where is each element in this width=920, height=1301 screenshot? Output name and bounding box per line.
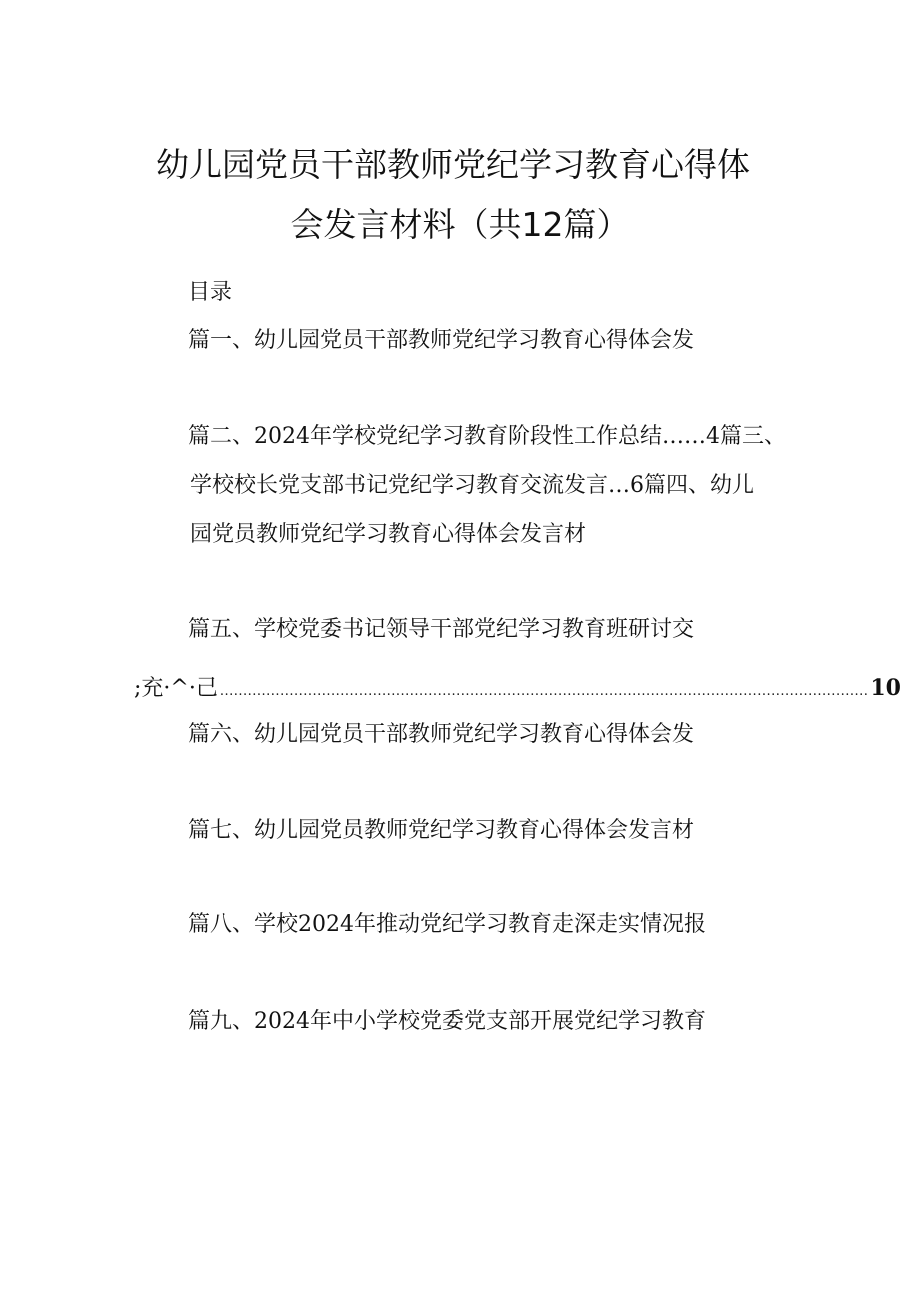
toc-label: 目录	[188, 280, 233, 305]
toc-entry-2-line-1: 篇二、2024年学校党纪学习教育阶段性工作总结……4篇三、	[188, 424, 786, 449]
toc-entry-8: 篇八、学校2024年推动党纪学习教育走深走实情况报	[188, 912, 706, 937]
toc-entry-1: 篇一、幼儿园党员干部教师党纪学习教育心得体会发	[188, 328, 695, 353]
toc-entry-5-tail-text: ;充·^·己	[134, 676, 218, 701]
document-title-line-1: 幼儿园党员干部教师党纪学习教育心得体	[156, 145, 750, 184]
toc-page-number: 10	[870, 675, 901, 701]
toc-entry-6: 篇六、幼儿园党员干部教师党纪学习教育心得体会发	[188, 722, 695, 747]
toc-entry-2-line-3: 园党员教师党纪学习教育心得体会发言材	[190, 522, 587, 547]
toc-entry-5: 篇五、学校党委书记领导干部党纪学习教育班研讨交	[188, 617, 695, 642]
toc-entry-9: 篇九、2024年中小学校党委党支部开展党纪学习教育	[188, 1009, 706, 1034]
toc-entry-5-continuation	[134, 673, 901, 707]
toc-entry-2-line-2: 学校校长党支部书记党纪学习教育交流发言…6篇四、幼儿	[190, 473, 754, 498]
toc-leader-dots: ............................................................................................................................................	[219, 684, 869, 699]
toc-entry-7: 篇七、幼儿园党员教师党纪学习教育心得体会发言材	[188, 818, 695, 843]
document-title-line-2: 会发言材料（共12篇）	[290, 205, 630, 244]
